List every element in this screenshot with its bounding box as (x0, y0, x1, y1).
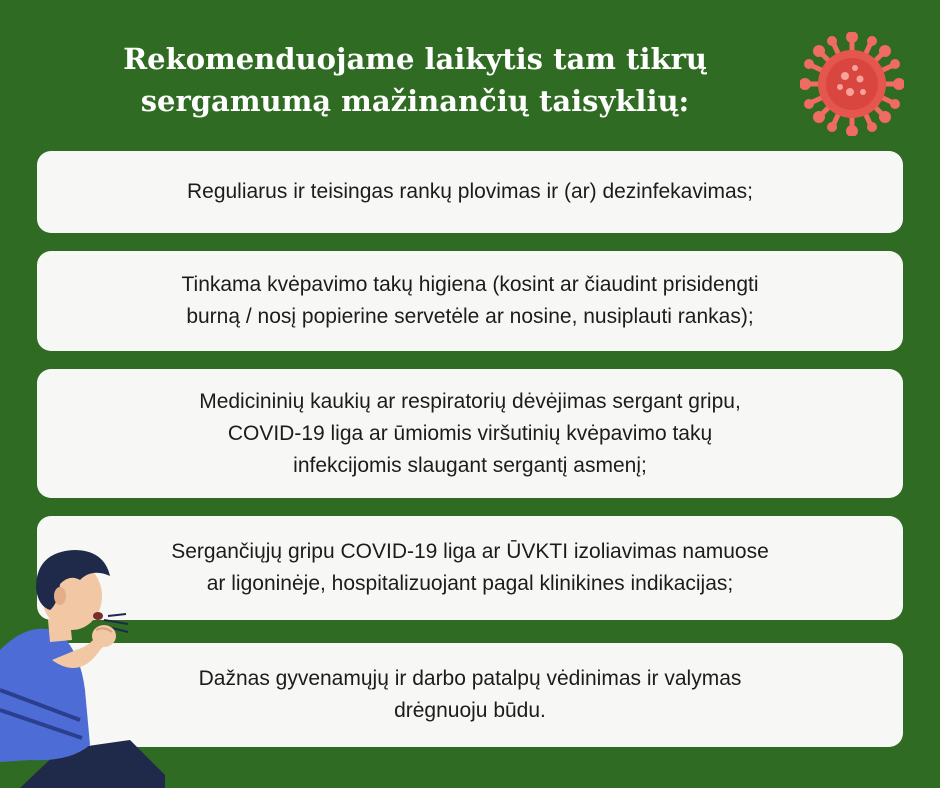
rule-line: infekcijomis slaugant sergantį asmenį; (293, 453, 647, 477)
coughing-person-illustration (0, 540, 170, 788)
rule-text (181, 269, 758, 333)
rule-line: COVID-19 liga ar ūmiomis viršutinių kvėpavimo takų (227, 421, 713, 445)
rule-line: Medicininių kaukių ar respiratorių dėvėjimas sergant gripu, (199, 389, 741, 413)
rule-text (199, 386, 741, 482)
rule-line: Sergančiųjų gripu COVID-19 liga ar ŪVKTI izoliavimas namuose (171, 540, 769, 563)
rule-text (199, 663, 742, 727)
rule-line: Dažnas gyvenamųjų ir darbo patalpų vėdinimas ir valymas (198, 667, 742, 690)
rule-line: drėgnuoju būdu. (394, 699, 546, 722)
rule-text (171, 536, 769, 600)
rule-line: ar ligoninėje, hospitalizuojant pagal klinikines indikacijas; (206, 572, 734, 595)
title-line: Rekomenduojame laikytis tam tikrų (123, 42, 707, 76)
rule-text (187, 176, 753, 208)
page-title (120, 38, 710, 122)
rule-card (37, 251, 903, 351)
rule-line: burną / nosį popierine servetėle ar nosine, nusiplauti rankas); (186, 305, 754, 328)
rule-card (37, 369, 903, 498)
rule-card (37, 151, 903, 233)
rule-line: Tinkama kvėpavimo takų higiena (kosint ar čiaudint prisidengti (181, 273, 759, 296)
virus-icon (800, 32, 904, 136)
title-line: sergamumą mažinančių taisyklių: (140, 84, 690, 118)
rule-line: Reguliarus ir teisingas rankų plovimas ir (ar) dezinfekavimas; (186, 180, 754, 203)
